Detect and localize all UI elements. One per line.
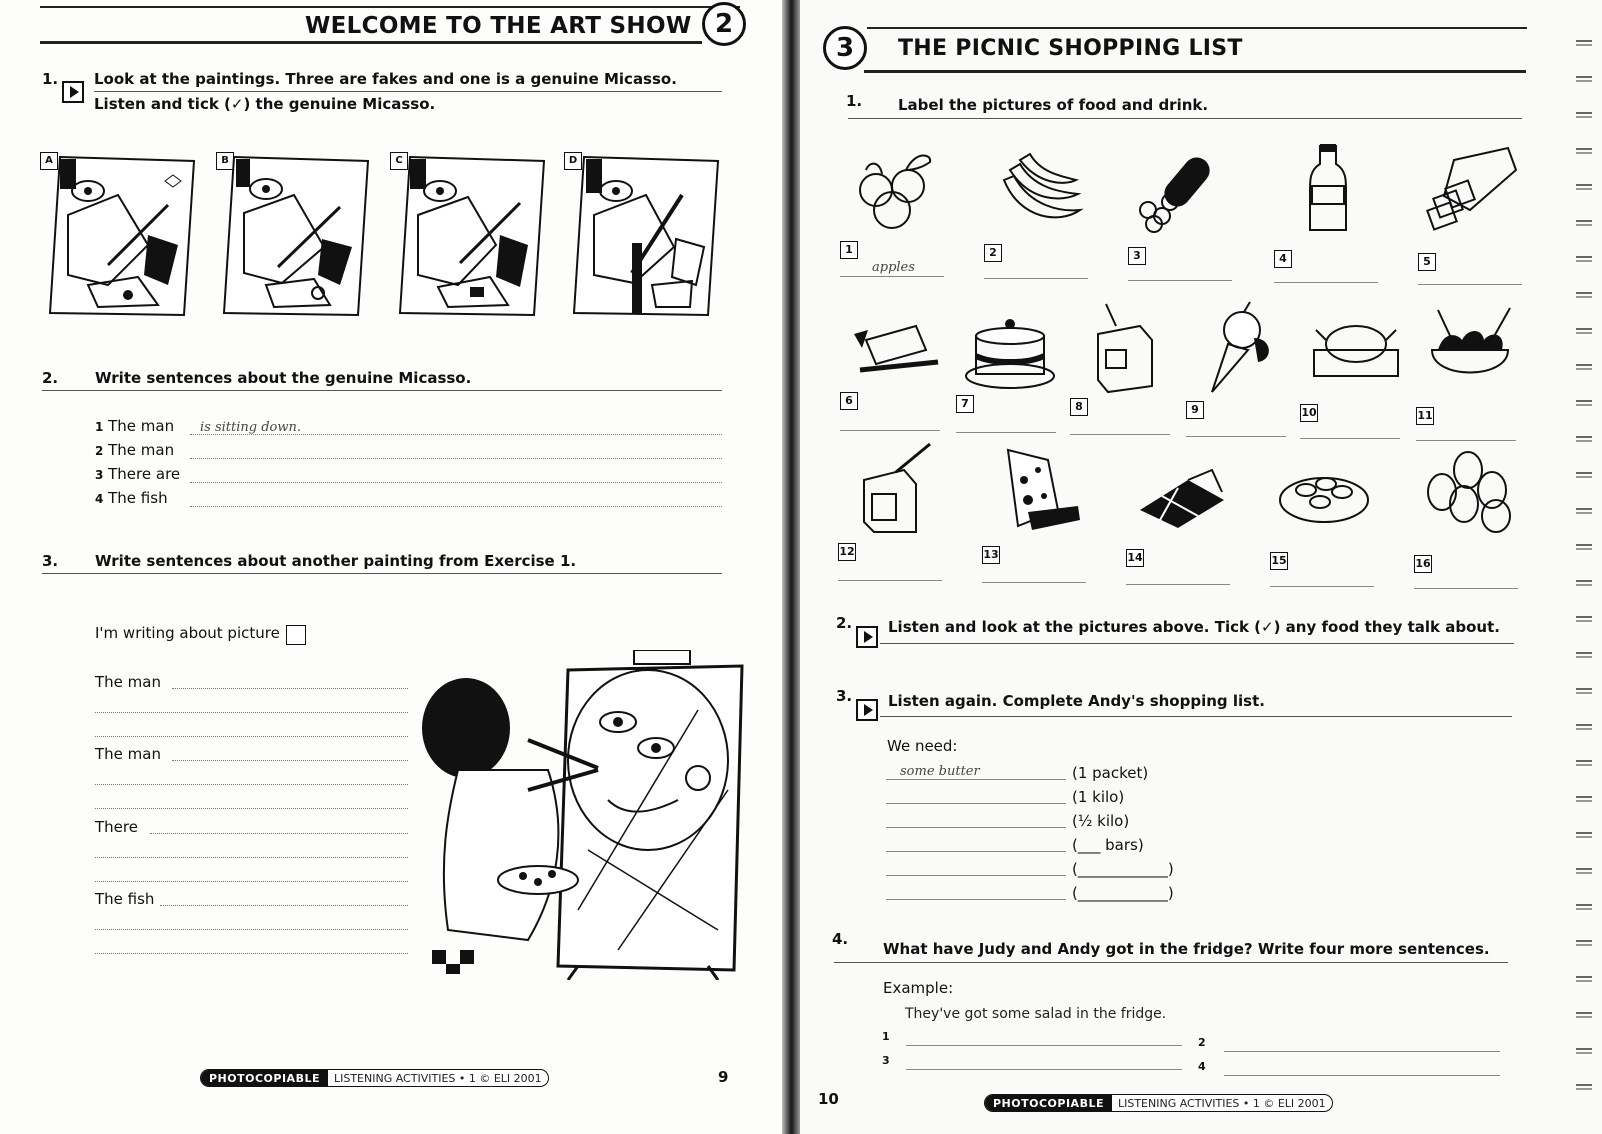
answer-line[interactable] bbox=[1224, 1051, 1500, 1052]
divider bbox=[880, 716, 1512, 717]
binding-coil bbox=[1576, 796, 1592, 802]
food-label-line[interactable] bbox=[982, 582, 1086, 583]
answer-line[interactable] bbox=[190, 482, 722, 483]
cheese-icon bbox=[988, 440, 1084, 536]
answer-line[interactable] bbox=[160, 905, 408, 906]
answer-line[interactable] bbox=[886, 899, 1066, 900]
divider bbox=[42, 573, 722, 574]
answer-line[interactable] bbox=[95, 784, 408, 785]
unit-number-badge: 3 bbox=[823, 26, 867, 70]
question-number: 4. bbox=[832, 930, 849, 948]
question-text: Write sentences about another painting from Exercise 1. bbox=[95, 552, 577, 570]
answer-line[interactable] bbox=[172, 688, 408, 689]
divider bbox=[848, 118, 1522, 119]
answer-line[interactable] bbox=[906, 1069, 1182, 1070]
chocolate-icon bbox=[1132, 440, 1228, 536]
binding-coil bbox=[1576, 940, 1592, 946]
food-number: 4 bbox=[1274, 250, 1292, 268]
food-label-line[interactable] bbox=[984, 278, 1088, 279]
painting-label: D bbox=[564, 152, 582, 170]
question-number: 1. bbox=[42, 70, 59, 88]
juice-carton-icon bbox=[1076, 300, 1172, 396]
binding-coil bbox=[1576, 976, 1592, 982]
binding-coil bbox=[1576, 1084, 1592, 1090]
sentence-line: 2 The man bbox=[95, 441, 175, 459]
answer-line[interactable] bbox=[95, 953, 408, 954]
sentence-starter: There bbox=[95, 818, 138, 836]
right-page bbox=[800, 0, 1602, 1134]
binding-coil bbox=[1576, 256, 1592, 262]
title-rule-bottom bbox=[40, 41, 702, 44]
question-number: 2. bbox=[836, 614, 853, 632]
painting-a-image[interactable] bbox=[48, 155, 196, 317]
binding-coil bbox=[1576, 832, 1592, 838]
unit-number-badge: 2 bbox=[702, 2, 746, 46]
food-label-line[interactable] bbox=[1414, 588, 1518, 589]
food-number: 5 bbox=[1418, 253, 1436, 271]
question-number: 2. bbox=[42, 369, 59, 387]
title-rule-top bbox=[40, 6, 740, 8]
divider bbox=[880, 643, 1514, 644]
binding-coil bbox=[1576, 652, 1592, 658]
drink-carton-icon bbox=[844, 440, 940, 536]
answer-line[interactable] bbox=[95, 929, 408, 930]
answer-line[interactable] bbox=[886, 803, 1066, 804]
question-text: Write sentences about the genuine Micasso. bbox=[95, 369, 472, 387]
food-number: 15 bbox=[1270, 552, 1288, 570]
food-label-line[interactable] bbox=[840, 430, 940, 431]
food-number: 6 bbox=[840, 392, 858, 410]
question-number: 1. bbox=[846, 92, 863, 110]
binding-coil bbox=[1576, 904, 1592, 910]
book-spine bbox=[782, 0, 800, 1134]
question-text: Listen and tick (✓) the genuine Micasso. bbox=[94, 95, 436, 113]
sentence-starter: The man bbox=[95, 673, 161, 691]
binding-coil bbox=[1576, 724, 1592, 730]
play-audio-icon[interactable] bbox=[856, 626, 878, 648]
painter-illustration bbox=[418, 650, 748, 980]
binding-coil bbox=[1576, 544, 1592, 550]
page-title: THE PICNIC SHOPPING LIST bbox=[898, 36, 1243, 61]
answer-line[interactable] bbox=[95, 857, 408, 858]
picture-letter-box[interactable] bbox=[286, 625, 306, 645]
food-number: 9 bbox=[1186, 401, 1204, 419]
sentence-line: 4 The fish bbox=[95, 489, 168, 507]
shopping-quantity: (1 packet) bbox=[1072, 764, 1149, 782]
divider bbox=[94, 91, 722, 92]
binding-coil bbox=[1576, 436, 1592, 442]
painting-label: C bbox=[390, 152, 408, 170]
binding-coil bbox=[1576, 364, 1592, 370]
binding-coil bbox=[1576, 76, 1592, 82]
answer-text[interactable]: is sitting down. bbox=[200, 420, 302, 435]
footer-badge: PHOTOCOPIABLE LISTENING ACTIVITIES • 1 © ELI 2001 bbox=[984, 1094, 1333, 1112]
example-label: Example: bbox=[883, 979, 954, 997]
crisps-icon bbox=[1276, 440, 1372, 536]
question-text: Look at the paintings. Three are fakes and one is a genuine Micasso. bbox=[94, 70, 677, 88]
question-text: What have Judy and Andy got in the fridge? Write four more sentences. bbox=[883, 940, 1490, 958]
salad-icon bbox=[1422, 300, 1518, 396]
binding-coil bbox=[1576, 184, 1592, 190]
food-answer[interactable]: apples bbox=[872, 260, 915, 275]
food-label-line[interactable] bbox=[1070, 434, 1170, 435]
shopping-quantity: (1 kilo) bbox=[1072, 788, 1125, 806]
painting-label: B bbox=[216, 152, 234, 170]
page-number: 9 bbox=[718, 1068, 729, 1086]
sentence-number: 3 bbox=[882, 1054, 890, 1067]
apples-icon bbox=[846, 140, 942, 236]
food-number: 11 bbox=[1416, 407, 1434, 425]
food-number: 10 bbox=[1300, 404, 1318, 422]
food-label-line[interactable] bbox=[1270, 586, 1374, 587]
food-label-line[interactable] bbox=[1300, 438, 1400, 439]
binding-coil bbox=[1576, 580, 1592, 586]
left-page bbox=[0, 0, 782, 1134]
binding-coil bbox=[1576, 508, 1592, 514]
page-title: WELCOME TO THE ART SHOW bbox=[305, 13, 692, 39]
answer-line[interactable] bbox=[886, 827, 1066, 828]
binding-coil bbox=[1576, 148, 1592, 154]
shopping-quantity: (½ kilo) bbox=[1072, 812, 1130, 830]
answer-line[interactable] bbox=[95, 808, 408, 809]
cake-icon bbox=[962, 300, 1058, 396]
answer-line[interactable] bbox=[172, 760, 408, 761]
sentence-line: 1 The man bbox=[95, 417, 175, 435]
title-rule-bottom bbox=[864, 70, 1526, 73]
answer-line[interactable] bbox=[886, 851, 1066, 852]
we-need-label: We need: bbox=[887, 737, 958, 755]
answer-line[interactable] bbox=[190, 506, 722, 507]
binding-coil bbox=[1576, 868, 1592, 874]
divider bbox=[42, 390, 722, 391]
sentence-number: 4 bbox=[1198, 1060, 1206, 1073]
food-number: 1 bbox=[840, 241, 858, 259]
sentence-number: 1 bbox=[882, 1030, 890, 1043]
food-label-line[interactable] bbox=[1128, 280, 1232, 281]
painting-label: A bbox=[40, 152, 58, 170]
answer-line[interactable] bbox=[886, 875, 1066, 876]
page-number: 10 bbox=[818, 1090, 839, 1108]
binding-coil bbox=[1576, 292, 1592, 298]
shopping-quantity: (____________) bbox=[1072, 860, 1174, 878]
sentence-line: 3 There are bbox=[95, 465, 181, 483]
example-sentence: They've got some salad in the fridge. bbox=[905, 1006, 1167, 1022]
painting-d-image[interactable] bbox=[572, 155, 720, 317]
binding-coil bbox=[1576, 112, 1592, 118]
question-text: Listen and look at the pictures above. Tick (✓) any food they talk about. bbox=[888, 618, 1500, 636]
eggs-icon bbox=[1420, 440, 1516, 536]
question-number: 3. bbox=[836, 687, 853, 705]
play-audio-icon[interactable] bbox=[62, 81, 84, 103]
bread-icon bbox=[1424, 140, 1520, 236]
binding-coil bbox=[1576, 40, 1592, 46]
question-text: Label the pictures of food and drink. bbox=[898, 96, 1209, 114]
answer-line[interactable] bbox=[95, 736, 408, 737]
divider bbox=[834, 962, 1508, 963]
food-number: 14 bbox=[1126, 549, 1144, 567]
food-label-line[interactable] bbox=[1126, 584, 1230, 585]
binding-coil bbox=[1576, 760, 1592, 766]
picture-prompt: I'm writing about picture bbox=[95, 624, 280, 642]
bottle-icon bbox=[1280, 140, 1376, 236]
title-rule-top bbox=[867, 27, 1527, 29]
food-label-line[interactable] bbox=[838, 580, 942, 581]
food-number: 3 bbox=[1128, 247, 1146, 265]
binding-coil bbox=[1576, 220, 1592, 226]
binding-coil bbox=[1576, 400, 1592, 406]
food-label-line[interactable] bbox=[840, 276, 944, 277]
sentence-starter: The man bbox=[95, 745, 161, 763]
shopping-answer[interactable]: some butter bbox=[900, 764, 980, 779]
question-number: 3. bbox=[42, 552, 59, 570]
food-number: 2 bbox=[984, 244, 1002, 262]
question-text: Listen again. Complete Andy's shopping list. bbox=[888, 692, 1265, 710]
play-audio-icon[interactable] bbox=[856, 699, 878, 721]
binding-coil bbox=[1576, 472, 1592, 478]
footer-badge: PHOTOCOPIABLE LISTENING ACTIVITIES • 1 © ELI 2001 bbox=[200, 1069, 549, 1087]
answer-line[interactable] bbox=[190, 434, 722, 435]
food-label-line[interactable] bbox=[1186, 436, 1286, 437]
food-number: 7 bbox=[956, 395, 974, 413]
shopping-quantity: (____________) bbox=[1072, 884, 1174, 902]
shopping-quantity: (___ bars) bbox=[1072, 836, 1144, 854]
painting-b-image[interactable] bbox=[222, 155, 370, 317]
sentence-starter: The fish bbox=[95, 890, 155, 908]
food-label-line[interactable] bbox=[1418, 284, 1522, 285]
answer-line[interactable] bbox=[95, 881, 408, 882]
ice-cream-icon bbox=[1192, 300, 1288, 396]
binding-coil bbox=[1576, 1048, 1592, 1054]
binding-coil bbox=[1576, 1012, 1592, 1018]
salami-icon bbox=[1134, 140, 1230, 236]
chicken-icon bbox=[1306, 300, 1402, 396]
binding-coil bbox=[1576, 616, 1592, 622]
answer-line[interactable] bbox=[190, 458, 722, 459]
binding-coil bbox=[1576, 688, 1592, 694]
food-label-line[interactable] bbox=[1274, 282, 1378, 283]
answer-line[interactable] bbox=[150, 833, 408, 834]
sentence-number: 2 bbox=[1198, 1036, 1206, 1049]
food-number: 13 bbox=[982, 546, 1000, 564]
butter-icon bbox=[846, 300, 942, 396]
food-number: 16 bbox=[1414, 555, 1432, 573]
food-label-line[interactable] bbox=[956, 432, 1056, 433]
answer-line[interactable] bbox=[906, 1045, 1182, 1046]
answer-line[interactable] bbox=[886, 779, 1066, 780]
painting-c-image[interactable] bbox=[398, 155, 546, 317]
answer-line[interactable] bbox=[95, 712, 408, 713]
food-number: 8 bbox=[1070, 398, 1088, 416]
binding-coil bbox=[1576, 328, 1592, 334]
bananas-icon bbox=[990, 140, 1086, 236]
food-number: 12 bbox=[838, 543, 856, 561]
answer-line[interactable] bbox=[1224, 1075, 1500, 1076]
